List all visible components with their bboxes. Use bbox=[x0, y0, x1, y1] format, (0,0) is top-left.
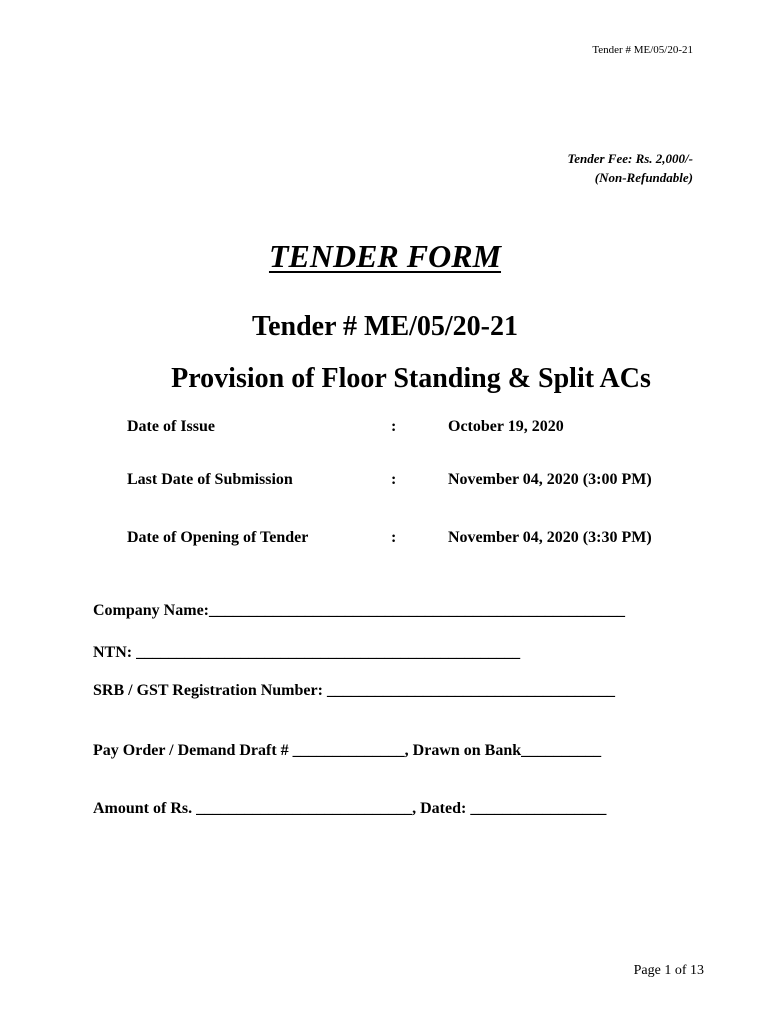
header-reference: Tender # ME/05/20-21 bbox=[592, 44, 693, 56]
document-title: TENDER FORM bbox=[268, 238, 502, 274]
non-refundable-note: (Non-Refundable) bbox=[594, 170, 693, 185]
pay-order-field: Pay Order / Demand Draft # ______________, Drawn on Bank__________ bbox=[93, 742, 602, 759]
tender-fee-block bbox=[567, 149, 693, 187]
tender-number: Tender # ME/05/20-21 bbox=[251, 311, 518, 342]
tender-subject: Provision of Floor Standing & Split ACs bbox=[171, 363, 651, 394]
company-name-field: Company Name:____________________________________________________ bbox=[93, 602, 625, 619]
date-separator: : bbox=[391, 418, 397, 435]
date-separator: : bbox=[391, 471, 397, 488]
ntn-field: NTN: ________________________________________________ bbox=[93, 644, 521, 661]
page-number: Page 1 of 13 bbox=[633, 963, 704, 978]
date-label: Date of Issue bbox=[127, 418, 215, 435]
date-separator: : bbox=[391, 529, 397, 546]
date-label: Date of Opening of Tender bbox=[127, 529, 309, 546]
date-value: November 04, 2020 (3:30 PM) bbox=[448, 529, 652, 546]
srb-gst-field: SRB / GST Registration Number: ____________________________________ bbox=[93, 682, 615, 699]
amount-field: Amount of Rs. ___________________________, Dated: _________________ bbox=[93, 800, 607, 817]
tender-fee: Tender Fee: Rs. 2,000/- bbox=[567, 151, 693, 166]
date-value: November 04, 2020 (3:00 PM) bbox=[448, 471, 652, 488]
date-value: October 19, 2020 bbox=[448, 418, 564, 435]
date-label: Last Date of Submission bbox=[127, 471, 293, 488]
